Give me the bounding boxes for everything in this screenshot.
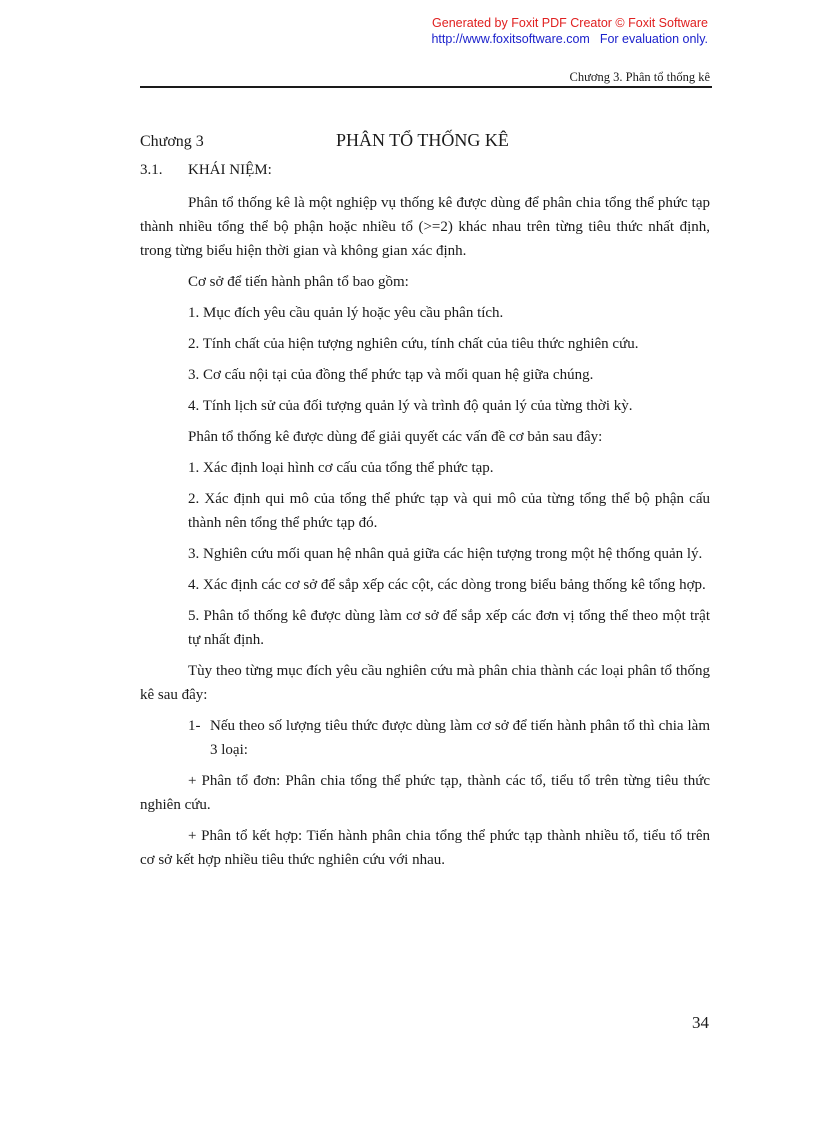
header-rule [140,86,712,88]
basis-item: 1. Mục đích yêu cầu quản lý hoặc yêu cầu phân tích. [188,305,504,321]
problem-item: 4. Xác định các cơ sở để sắp xếp các cột, các dòng trong biểu bảng thống kê tổng hợp. [188,577,706,593]
chapter-heading [140,128,710,152]
page-number: 34 [692,1013,709,1032]
watermark-url-line [0,31,708,47]
watermark-url[interactable]: http://www.foxitsoftware.com [431,32,590,46]
basis-intro: Cơ sở để tiến hành phân tổ bao gồm: [188,274,409,290]
basis-item: 2. Tính chất của hiện tượng nghiên cứu, tính chất của tiêu thức nghiên cứu. [188,336,639,352]
type-combined-paragraph: + Phân tổ kết hợp: Tiến hành phân chia tổng thể phức tạp thành nhiều tổ, tiểu tổ trên cơ sở kết hợp nhiều tiêu thức nghiên cứu với nhau. [140,828,710,868]
types-list-item [188,714,710,762]
section-heading [140,158,710,182]
types-list-text: Nếu theo số lượng tiêu thức được dùng làm cơ sở để tiến hành phân tổ thì chia làm 3 loại: [210,718,710,758]
type-simple-paragraph: + Phân tổ đơn: Phân chia tổng thể phức tạp, thành các tổ, tiểu tổ trên từng tiêu thức nghiên cứu. [140,773,710,813]
problem-item: 2. Xác định qui mô của tổng thể phức tạp và qui mô của từng tổng thể bộ phận cấu thành nên tổng thể phức tạp đó. [188,491,710,531]
problems-intro: Phân tổ thống kê được dùng để giải quyết các vấn đề cơ bản sau đây: [188,429,603,445]
chapter-title: PHÂN TỔ THỐNG KÊ [336,130,509,150]
watermark-evaluation-note: For evaluation only. [599,32,708,46]
problem-item: 3. Nghiên cứu mối quan hệ nhân quả giữa các hiện tượng trong một hệ thống quản lý. [188,546,703,562]
running-header: Chương 3. Phân tổ thống kê [569,70,710,84]
intro-paragraph: Phân tổ thống kê là một nghiệp vụ thống kê được dùng để phân chia tổng thể phức tạp thành nhiều tổng thể bộ phận hoặc nhiều tổ (>=2) khác nhau trên từng tiêu thức nhất định, trong từng biểu hiện thời gian và không gian xác định. [140,195,710,259]
problem-item: 1. Xác định loại hình cơ cấu của tổng thể phức tạp. [188,460,494,476]
watermark-generator-line: Generated by Foxit PDF Creator © Foxit Software [432,16,708,30]
basis-item: 4. Tính lịch sử của đối tượng quản lý và trình độ quản lý của từng thời kỳ. [188,398,633,414]
section-title: KHÁI NIỆM: [188,162,272,178]
page-content [140,128,710,879]
basis-item: 3. Cơ cấu nội tại của đồng thể phức tạp và mối quan hệ giữa chúng. [188,367,594,383]
chapter-label: Chương 3 [140,133,204,150]
problem-item: 5. Phân tổ thống kê được dùng làm cơ sở để sắp xếp các đơn vị tổng thể theo một trật tự nhất định. [188,608,710,648]
section-number: 3.1. [140,162,163,178]
types-list-number: 1- [188,718,201,734]
foxit-watermark [0,15,708,47]
types-intro: Tùy theo từng mục đích yêu cầu nghiên cứu mà phân chia thành các loại phân tổ thống kê sau đây: [140,663,710,703]
